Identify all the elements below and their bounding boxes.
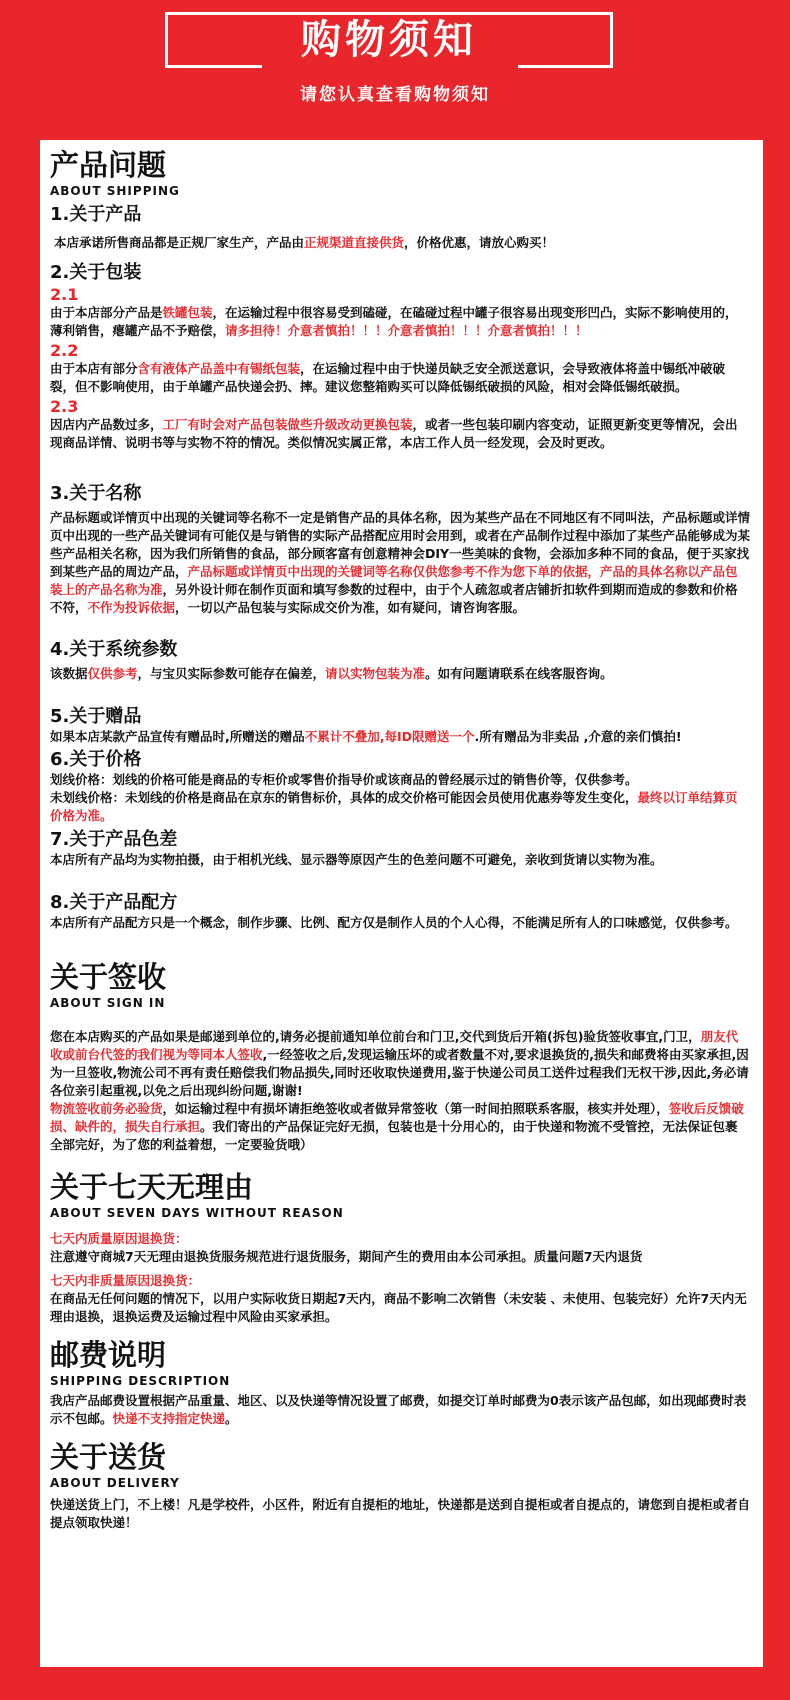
item-name	[50, 483, 750, 617]
item-title: 3.关于名称	[50, 483, 142, 504]
item-color	[50, 829, 750, 869]
section-title: 关于签收	[50, 960, 167, 994]
item-text: 如果本店某款产品宣传有赠品时,所赠送的赠品不累计不叠加,每ID限赠送一个.所有赠品为非卖品 ,介意的亲们慎拍!	[50, 729, 682, 744]
section-text: 注意遵守商城7天无理由退换货服务规范进行退货服务，期间产生的费用由本公司承担。质量问题7天内退货	[50, 1249, 643, 1264]
item-text: 因店内产品数过多，工厂有时会对产品包装做些升级改动更换包装，或者一些包装印刷内容变动，证照更新变更等情况，会出现商品详情、说明书等与实物不符的情况。类似情况实属正常，本店工作人员一经发现，会及时更改。	[50, 417, 738, 450]
section-text: 在商品无任何问题的情况下，以用户实际收货日期起7天内，商品不影响二次销售（未安装 、未使用、包装完好）允许7天内无理由退换，退换运费及运输过程中风险由买家承担。	[50, 1291, 747, 1324]
section-seven-days	[50, 1170, 750, 1326]
section-sign-in	[50, 960, 750, 1154]
item-text: 产品标题或详情页中出现的关键词等名称不一定是销售产品的具体名称，因为某些产品在不同地区有不同叫法，产品标题或详情页中出现的一些产品关键词有可能仅是与销售的实际产品搭配应用时会用到，或者在产品制作过程中添加了某些产品能够成为某些产品相关名称，因为我们所销售的食品，部分顾客富有创意精神会DIY一些美味的食物，会添加多种不同的食品，便于买家找到某些产品的周边产品，产品标题或详情页中出现的关键词等名称仅供您参考不作为您下单的依据，产品的具体名称以产品包装上的产品名称为准，另外设计师在制作页面和填写参数的过程中，由于个人疏忽或者店铺折扣软件到期而造成的参数和价格不符，不作为投诉依据，一切以产品包装与实际成交价为准，如有疑问，请咨询客服。	[50, 510, 751, 615]
page-header	[0, 0, 790, 140]
notice-panel	[40, 140, 763, 1667]
section-text: 物流签收前务必验货，如运输过程中有损坏请拒绝签收或者做异常签收（第一时间拍照联系客服，核实并处理），签收后反馈破损、缺件的，损失自行承担。我们寄出的产品保证完好无损，包装也是十分用心的，由于快递和物流不受管控，无法保证包裹全部完好，为了您的利益着想，一定要验货哦）	[50, 1101, 744, 1152]
item-title: 5.关于赠品	[50, 706, 142, 727]
section-product-issues	[50, 148, 750, 198]
section-text: 我店产品邮费设置根据产品重量、地区、以及快递等情况设置了邮费，如提交订单时邮费为0表示该产品包邮，如出现邮费时表示不包邮。快递不支持指定快递。	[50, 1393, 747, 1426]
section-subtitle: ABOUT DELIVERY	[50, 1476, 180, 1490]
item-title: 4.关于系统参数	[50, 639, 178, 660]
section-shipping-fee	[50, 1338, 750, 1428]
section-subtitle: SHIPPING DESCRIPTION	[50, 1374, 231, 1388]
section-title: 产品问题	[50, 148, 167, 182]
item-text: 本店承诺所售商品都是正规厂家生产，产品由正规渠道直接供货，价格优惠，请放心购买！	[54, 235, 555, 250]
sub-number: 2.1	[50, 285, 79, 304]
section-title: 关于送货	[50, 1440, 167, 1474]
item-text: 未划线价格：未划线的价格是商品在京东的销售标价，具体的成交价格可能因会员使用优惠券等发生变化，最终以订单结算页价格为准。	[50, 790, 738, 823]
section-delivery	[50, 1440, 750, 1532]
section-subtitle: ABOUT SIGN IN	[50, 996, 166, 1010]
page-title: 购物须知	[301, 17, 477, 63]
section-text: 快递送货上门，不上楼！凡是学校件，小区件，附近有自提柜的地址，快递都是送到自提柜或者自提点的，请您到自提柜或者自提点领取快递！	[50, 1497, 751, 1530]
sub-number: 2.2	[50, 341, 79, 360]
sub-number: 2.3	[50, 397, 79, 416]
item-title: 7.关于产品色差	[50, 829, 178, 850]
item-packaging	[50, 262, 750, 452]
item-price	[50, 749, 750, 825]
item-text: 由于本店部分产品是铁罐包装，在运输过程中很容易受到磕碰，在磕碰过程中罐子很容易出现变形凹凸，实际不影响使用的，薄利销售，瘪罐产品不予赔偿，请多担待！介意者慎拍！！！介意者慎拍！！！介意者慎拍！！！	[50, 305, 738, 338]
item-title: 2.关于包装	[50, 262, 142, 283]
section-heading: 七天内质量原因退换货：	[50, 1231, 188, 1246]
section-text: 您在本店购买的产品如果是邮递到单位的,请务必提前通知单位前台和门卫,交代到货后开箱(拆包)验货签收事宜,门卫，朋友代收或前台代签的我们视为等同本人签收,一经签收之后,发现运输压坏的或者数量不对,要求退换货的,损失和邮费将由买家承担,因为一旦签收,物流公司不再有责任赔偿我们物品损失,同时还收取快递费用,鉴于快递公司员工送件过程我们无权干涉,因此,务必请各位亲引起重视,以免之后出现纠纷问题,谢谢!	[50, 1029, 749, 1098]
section-title: 关于七天无理由	[50, 1170, 254, 1204]
section-subtitle: ABOUT SHIPPING	[50, 184, 180, 198]
item-title: 8.关于产品配方	[50, 892, 178, 913]
item-text: 划线价格：划线的价格可能是商品的专柜价或零售价指导价或该商品的曾经展示过的销售价等，仅供参考。	[50, 772, 638, 787]
item-text: 该数据仅供参考，与宝贝实际参数可能存在偏差，请以实物包装为准。如有问题请联系在线客服咨询。	[50, 666, 613, 681]
item-product	[50, 204, 750, 252]
section-heading: 七天内非质量原因退换货：	[50, 1273, 201, 1288]
item-recipe	[50, 892, 750, 932]
section-subtitle: ABOUT SEVEN DAYS WITHOUT REASON	[50, 1206, 344, 1220]
item-gifts	[50, 706, 750, 746]
item-text: 本店所有产品配方只是一个概念，制作步骤、比例、配方仅是制作人员的个人心得，不能满足所有人的口味感觉，仅供参考。	[50, 915, 738, 930]
item-title: 6.关于价格	[50, 749, 142, 770]
page-subtitle: 请您认真查看购物须知	[300, 85, 490, 105]
item-text: 本店所有产品均为实物拍摄，由于相机光线、显示器等原因产生的色差问题不可避免，亲收到货请以实物为准。	[50, 852, 663, 867]
item-text: 由于本店有部分含有液体产品盖中有锡纸包装，在运输过程中由于快递员缺乏安全派送意识，会导致液体将盖中锡纸冲破破裂，但不影响使用，由于单罐产品快递会扔、摔。建议您整箱购买可以降低锡纸破损的风险，相对会降低锡纸破损。	[50, 361, 726, 394]
section-title: 邮费说明	[50, 1338, 167, 1372]
item-system-params	[50, 639, 750, 683]
item-title: 1.关于产品	[50, 204, 142, 225]
